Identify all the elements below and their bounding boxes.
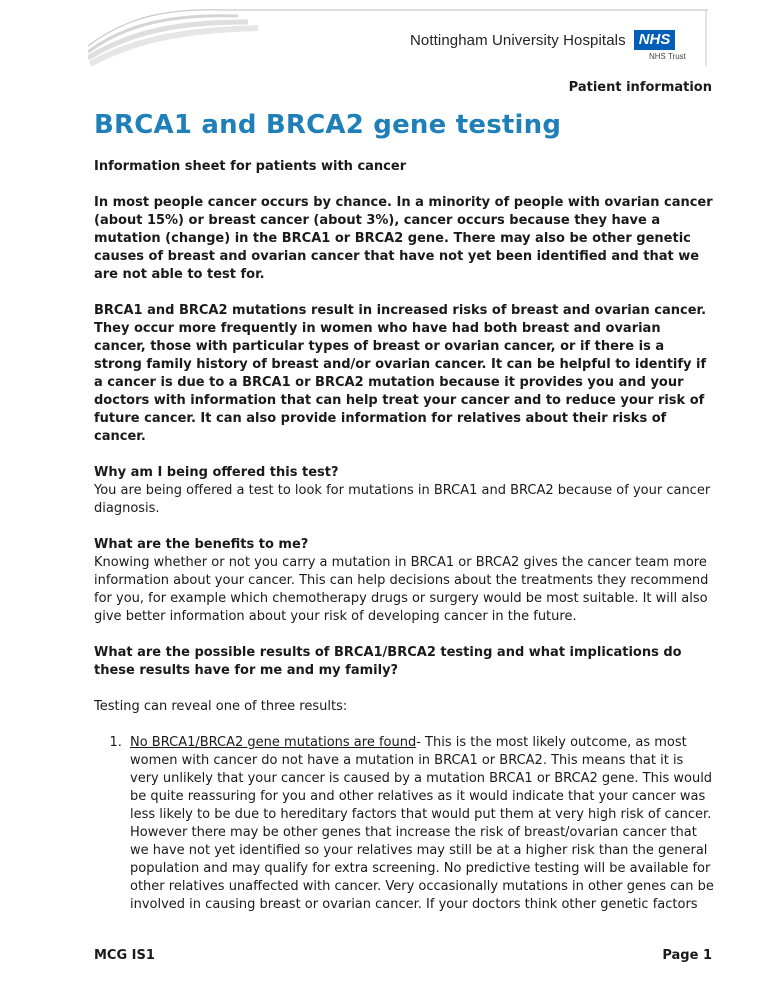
page-title: BRCA1 and BRCA2 gene testing — [94, 110, 562, 140]
result-heading: No BRCA1/BRCA2 gene mutations are found — [130, 735, 417, 750]
list-item — [126, 734, 714, 914]
results-intro: Testing can reveal one of three results: — [94, 699, 348, 714]
intro-paragraph-2: BRCA1 and BRCA2 mutations result in increased risks of breast and ovarian cancer. They occur more frequently in women who have had both breast and ovarian cancer, those with particular types of breast or ovarian cancer, or if there is a strong family history of breast and/or ovarian cancer. It can be helpful to identify if a cancer is due to a BRCA1 or BRCA2 mutation because it provides you and your doctors with information that can help treat your cancer and to reduce your risk of future cancer. It can also provide information for relatives about their risks of cancer. — [94, 303, 707, 444]
subtitle: Information sheet for patients with cancer — [94, 159, 407, 174]
nhs-trust-label: NHS Trust — [649, 52, 686, 61]
organisation-brand — [410, 30, 675, 50]
answer-paragraph: Knowing whether or not you carry a mutation in BRCA1 or BRCA2 gives the cancer team more information about your cancer. This can help decisions about the treatments they recommend for you, for example which chemotherapy drugs or surgery would be most suitable. It will also give better information about your risk of developing cancer in the future. — [94, 555, 709, 624]
organisation-name: Nottingham University Hospitals — [410, 31, 626, 49]
question-heading: What are the possible results of BRCA1/BRCA2 testing and what implications do these results have for me and my family? — [94, 645, 682, 678]
result-text: - This is the most likely outcome, as most women with cancer do not have a mutation in BRCA1 or BRCA2. This means that it is very unlikely that your cancer is caused by a mutation BRCA1 or BRCA2 gene. This would be quite reassuring for you and other relatives as it would indicate that your cancer was less likely to be due to hereditary factors that would put them at very high risk of cancer. However there may be other genes that increase the risk of breast/ovarian cancer that we have not yet identified so your relatives may still be at a higher risk than the general population and may qualify for extra screening. No predictive testing will be available for other relatives unaffected with cancer. Very occasionally mutations in other genes can be involved in causing breast or ovarian cancer. If your doctors think other genetic factors — [130, 735, 714, 912]
question-heading: What are the benefits to me? — [94, 537, 309, 552]
question-heading: Why am I being offered this test? — [94, 465, 339, 480]
intro-paragraph-1: In most people cancer occurs by chance. In a minority of people with ovarian cancer (about 15%) or breast cancer (about 3%), cancer occurs because they have a mutation (change) in the BRCA1 or BRCA2 gene. There may also be other genetic causes of breast and ovarian cancer that have not yet been identified and that we are not able to test for. — [94, 195, 713, 282]
section-label: Patient information — [568, 80, 712, 95]
document-body — [94, 158, 714, 914]
footer-document-code: MCG IS1 — [94, 948, 155, 963]
footer-page-number: Page 1 — [662, 948, 712, 963]
results-list — [94, 734, 714, 914]
answer-paragraph: You are being offered a test to look for mutations in BRCA1 and BRCA2 because of your cancer diagnosis. — [94, 483, 711, 516]
nhs-logo: NHS — [634, 30, 676, 50]
